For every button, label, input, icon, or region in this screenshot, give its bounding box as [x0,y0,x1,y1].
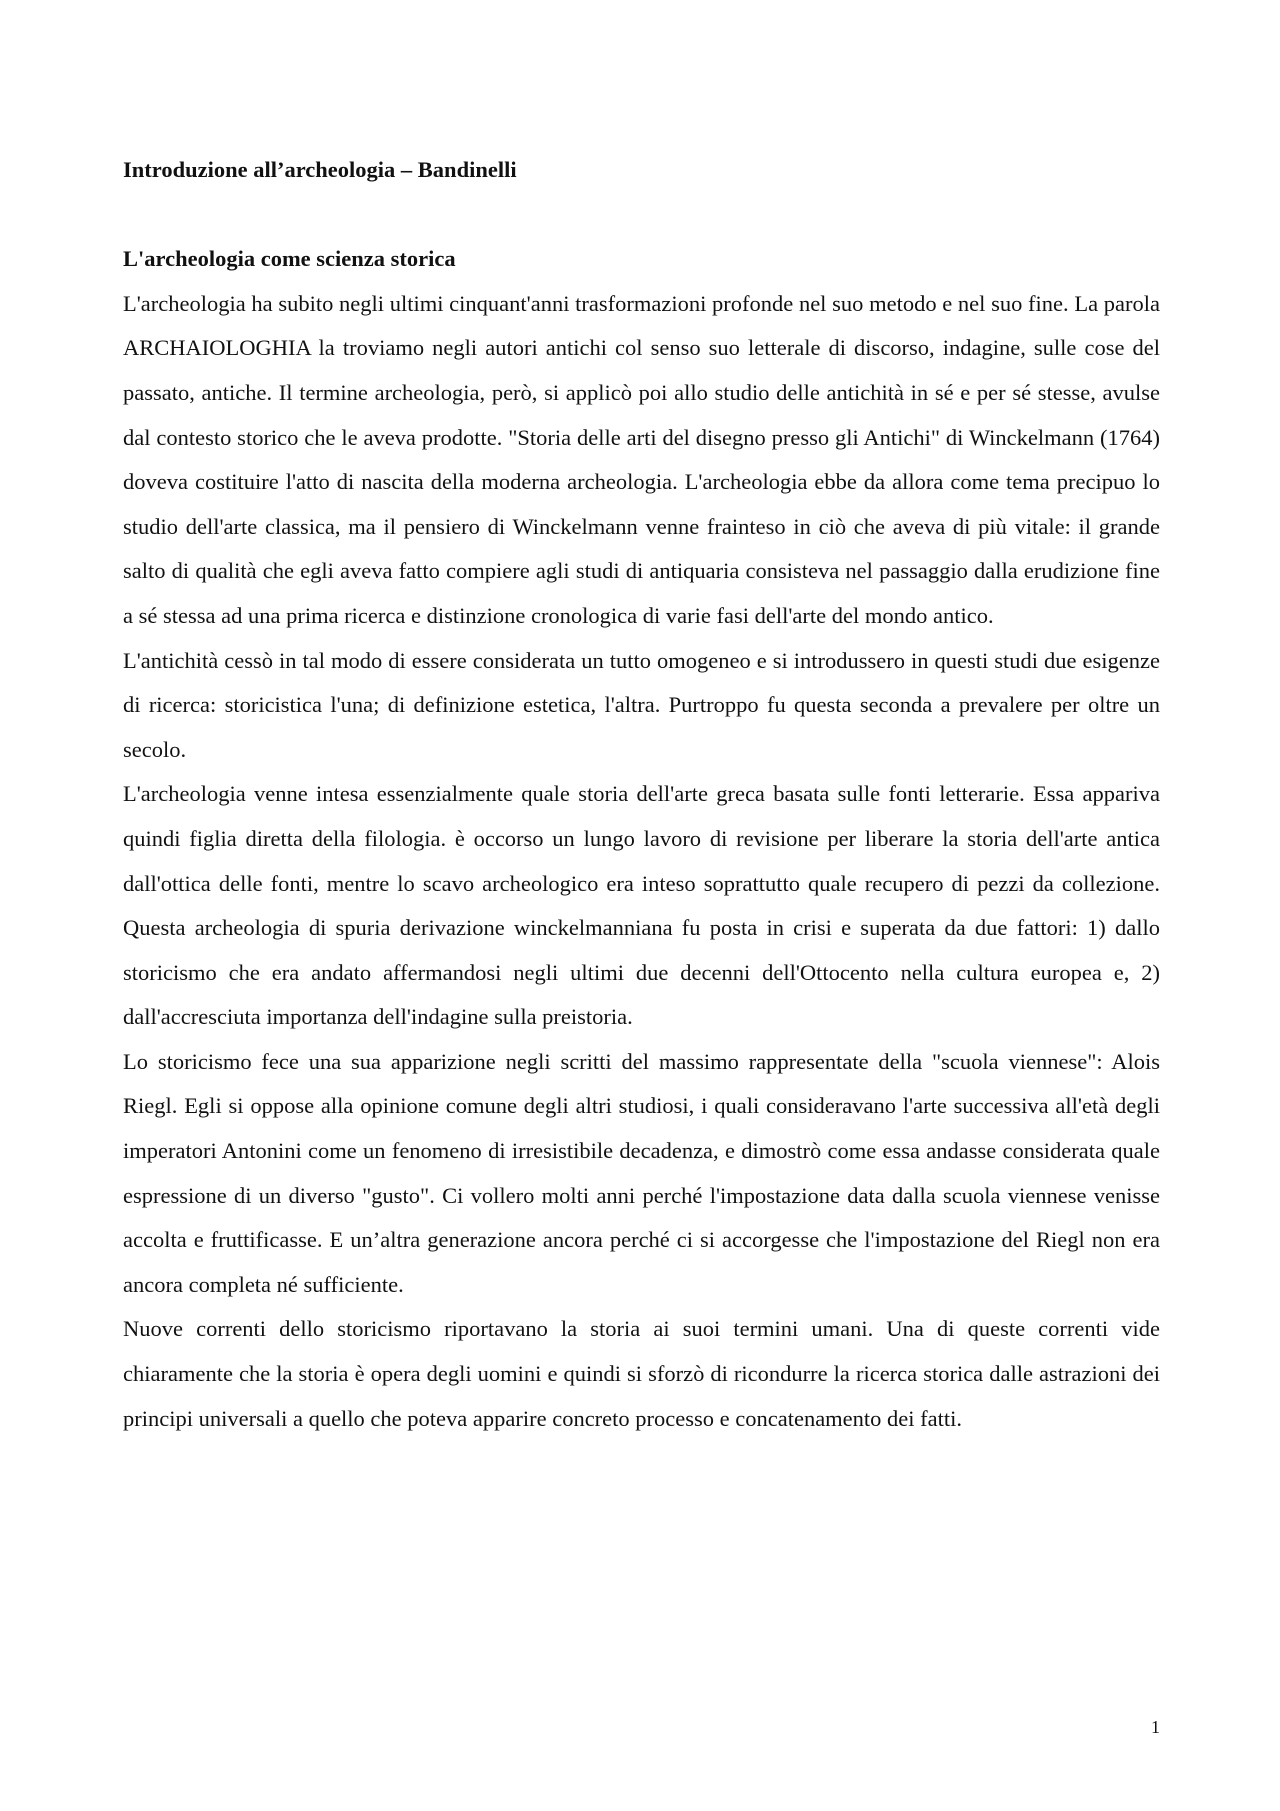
blank-line [123,193,1160,238]
page-number: 1 [1151,1717,1160,1737]
paragraph-1: L'archeologia ha subito negli ultimi cinquant'anni trasformazioni profonde nel suo metodo e nel suo fine. La parola ARCHAIOLOGHIA la troviamo negli autori antichi col senso suo letterale di discorso, indagine, sulle cose del passato, antiche. Il termine archeologia, però, si applicò poi allo studio delle antichità in sé e per sé stesse, avulse dal contesto storico che le aveva prodotte. "Storia delle arti del disegno presso gli Antichi" di Winckelmann (1764) doveva costituire l'atto di nascita della moderna archeologia. L'archeologia ebbe da allora come tema precipuo lo studio dell'arte classica, ma il pensiero di Winckelmann venne frainteso in ciò che aveva di più vitale: il grande salto di qualità che egli aveva fatto compiere agli studi di antiquaria consisteva nel passaggio dalla erudizione fine a sé stessa ad una prima ricerca e distinzione cronologica di varie fasi dell'arte del mondo antico. [123,290,1160,628]
paragraph-5: Nuove correnti dello storicismo riportavano la storia ai suoi termini umani. Una di queste correnti vide chiaramente che la storia è opera degli uomini e quindi si sforzò di ricondurre la ricerca storica dalle astrazioni dei principi universali a quello che poteva apparire concreto processo e concatenamento dei fatti. [123,1316,1160,1431]
paragraph-3: L'archeologia venne intesa essenzialmente quale storia dell'arte greca basata sulle fonti letterarie. Essa appariva quindi figlia diretta della filologia. è occorso un lungo lavoro di revisione per liberare la storia dell'arte antica dall'ottica delle fonti, mentre lo scavo archeologico era inteso soprattutto quale recupero di pezzi da collezione. Questa archeologia di spuria derivazione winckelmanniana fu posta in crisi e superata da due fattori: 1) dallo storicismo che era andato affermandosi negli ultimi due decenni dell'Ottocento nella cultura europea e, 2) dall'accresciuta importanza dell'indagine sulla preistoria. [123,781,1160,1030]
document-title: Introduzione all’archeologia – Bandinelli [123,157,517,182]
document-body [123,148,1160,1441]
section-heading: L'archeologia come scienza storica [123,246,456,272]
paragraph-4: Lo storicismo fece una sua apparizione negli scritti del massimo rappresentate della "scuola viennese": Alois Riegl. Egli si oppose alla opinione comune degli altri studiosi, i quali consideravano l'arte successiva all'età degli imperatori Antonini come un fenomeno di irresistibile decadenza, e dimostrò come essa andasse considerata quale espressione di un diverso "gusto". Ci vollero molti anni perché l'impostazione data dalla scuola viennese venisse accolta e fruttificasse. E un’altra generazione ancora perché ci si accorgesse che l'impostazione del Riegl non era ancora completa né sufficiente. [123,1048,1160,1297]
paragraph-2: L'antichità cessò in tal modo di essere considerata un tutto omogeneo e si introdussero in questi studi due esigenze di ricerca: storicistica l'una; di definizione estetica, l'altra. Purtroppo fu questa seconda a prevalere per oltre un secolo. [123,647,1160,762]
